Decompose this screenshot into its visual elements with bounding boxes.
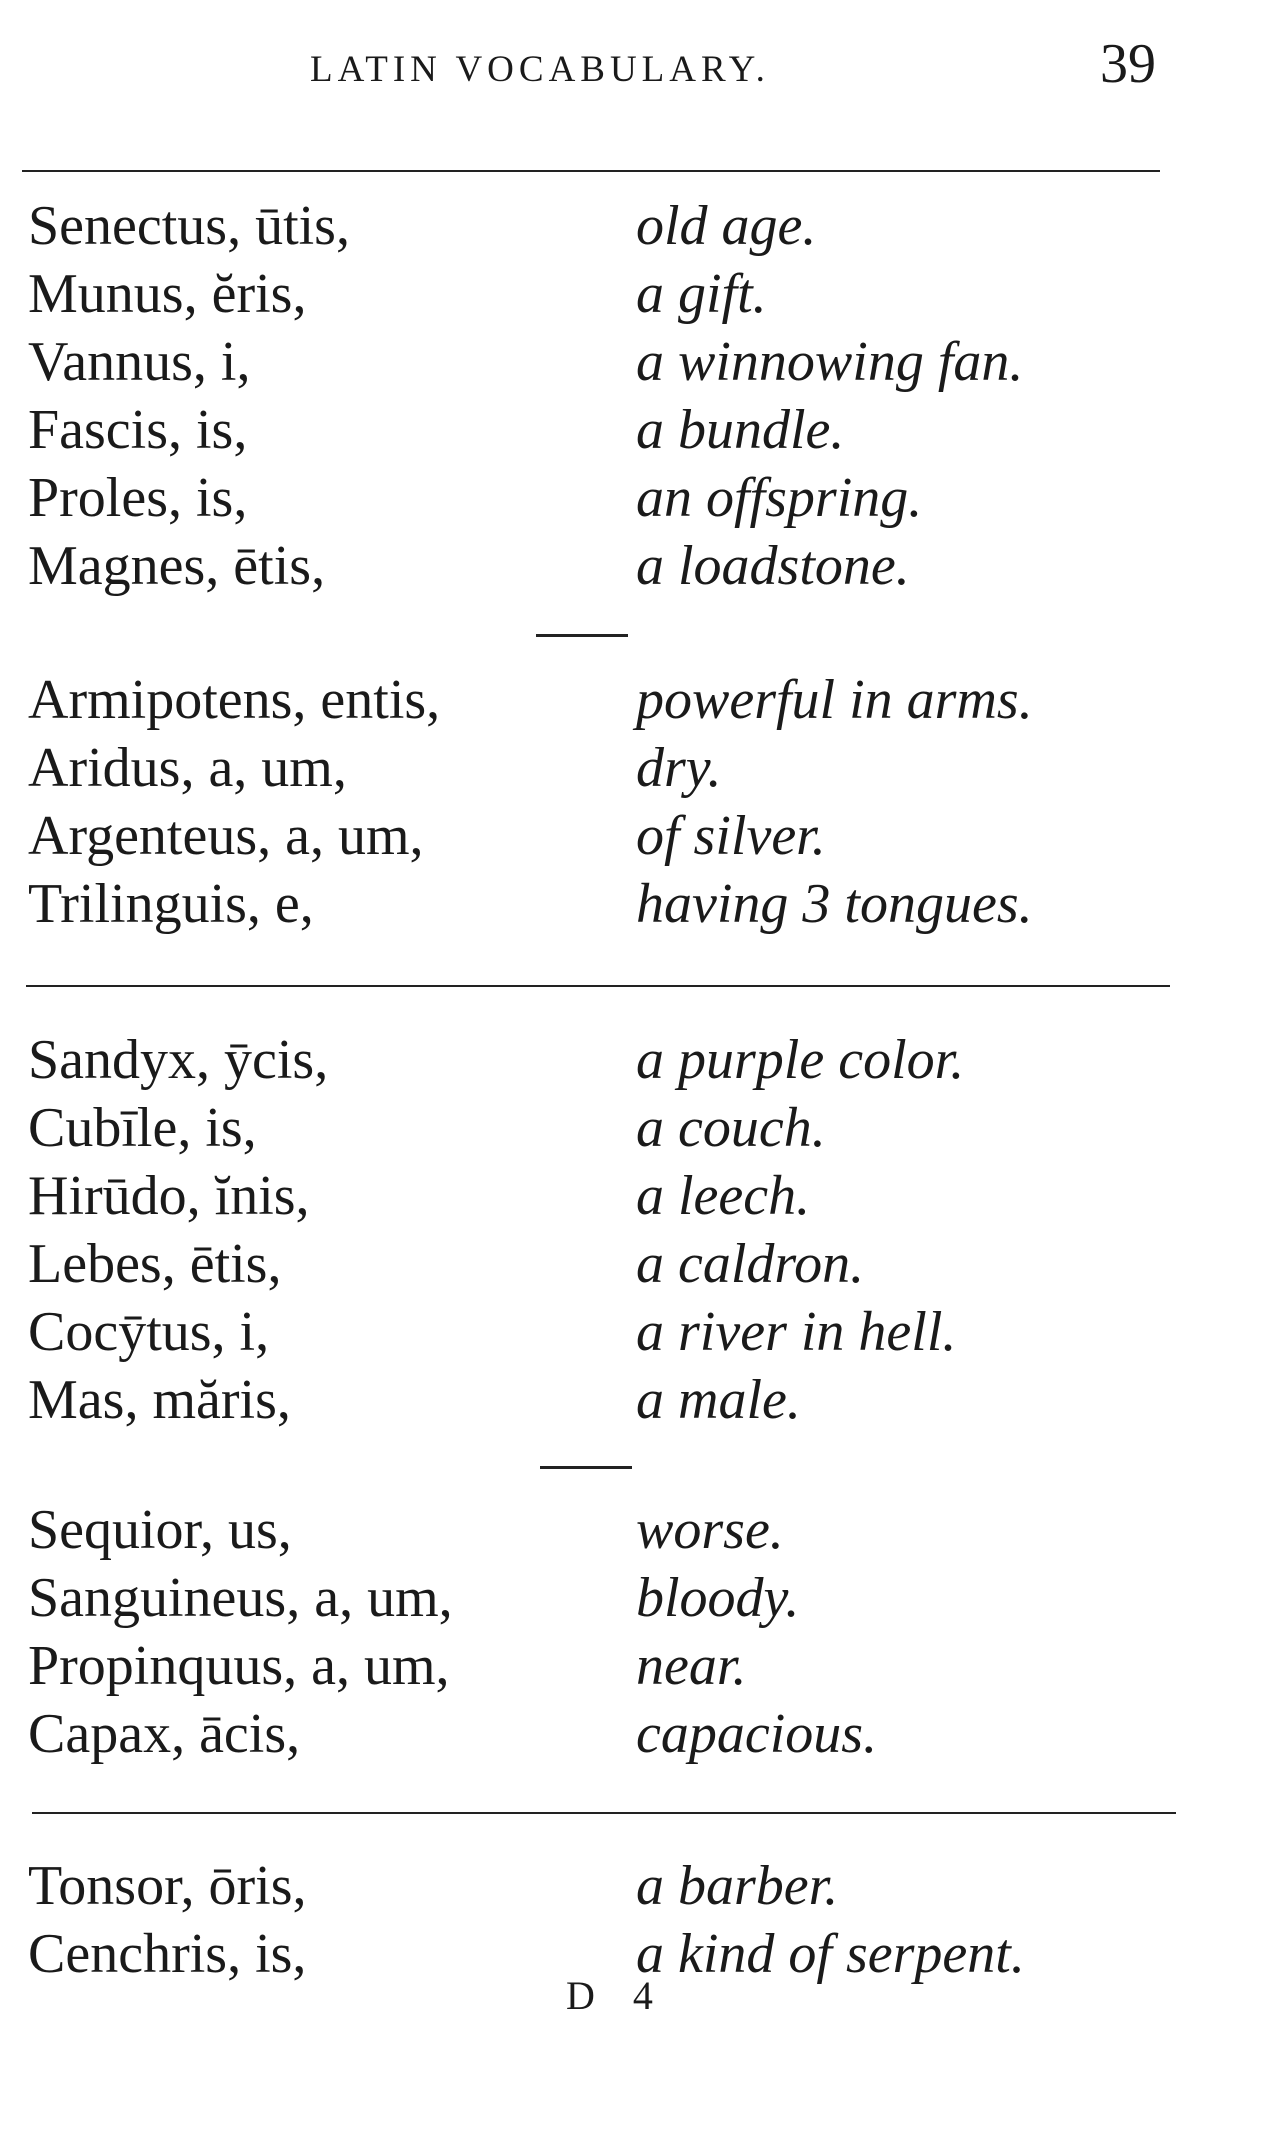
english-meaning: bloody.: [636, 1567, 800, 1629]
vocab-entry: [0, 1632, 1263, 1700]
latin-word: Cocȳtus, i,: [28, 1301, 270, 1363]
latin-word: Argenteus, a, um,: [28, 805, 424, 867]
vocab-entry: [0, 1026, 1263, 1094]
vocab-entry: [0, 396, 1263, 464]
latin-word: Tonsor, ōris,: [28, 1855, 307, 1917]
latin-word: Armipotens, entis,: [28, 669, 441, 731]
english-meaning: having 3 tongues.: [636, 873, 1033, 935]
page-number: 39: [1100, 33, 1156, 95]
latin-word: Vannus, i,: [28, 331, 251, 393]
vocab-entry: [0, 532, 1263, 600]
short-divider-rule: [536, 634, 628, 637]
section-divider-rule: [22, 170, 1160, 172]
english-meaning: powerful in arms.: [636, 669, 1033, 731]
vocab-entry: [0, 1496, 1263, 1564]
latin-word: Capax, ācis,: [28, 1703, 301, 1765]
english-meaning: worse.: [636, 1499, 784, 1561]
latin-word: Sanguineus, a, um,: [28, 1567, 453, 1629]
latin-word: Cenchris, is,: [28, 1923, 307, 1985]
vocab-entry: [0, 1366, 1263, 1434]
vocab-entry: [0, 734, 1263, 802]
vocab-entry: [0, 666, 1263, 734]
vocabulary-section-5: [0, 1852, 1263, 1988]
vocab-entry: [0, 1298, 1263, 1366]
vocabulary-section-4: [0, 1496, 1263, 1768]
english-meaning: near.: [636, 1635, 747, 1697]
running-title: LATIN VOCABULARY.: [310, 49, 770, 90]
english-meaning: an offspring.: [636, 467, 923, 529]
latin-word: Mas, măris,: [28, 1369, 291, 1431]
vocab-entry: [0, 464, 1263, 532]
vocab-entry: [0, 1852, 1263, 1920]
english-meaning: a gift.: [636, 263, 767, 325]
section-divider-rule: [32, 1812, 1176, 1814]
english-meaning: a river in hell.: [636, 1301, 957, 1363]
english-meaning: a bundle.: [636, 399, 845, 461]
latin-word: Lebes, ētis,: [28, 1233, 282, 1295]
vocab-entry: [0, 1230, 1263, 1298]
latin-word: Sequior, us,: [28, 1499, 292, 1561]
vocab-entry: [0, 192, 1263, 260]
vocab-entry: [0, 1162, 1263, 1230]
english-meaning: capacious.: [636, 1703, 878, 1765]
vocab-entry: [0, 1094, 1263, 1162]
vocab-entry: [0, 1564, 1263, 1632]
english-meaning: a male.: [636, 1369, 801, 1431]
latin-word: Propinquus, a, um,: [28, 1635, 450, 1697]
latin-word: Cubīle, is,: [28, 1097, 257, 1159]
latin-word: Senectus, ūtis,: [28, 195, 350, 257]
english-meaning: a kind of serpent.: [636, 1923, 1025, 1985]
vocab-entry: [0, 328, 1263, 396]
english-meaning: a barber.: [636, 1855, 839, 1917]
latin-word: Sandyx, ȳcis,: [28, 1029, 329, 1091]
english-meaning: a couch.: [636, 1097, 826, 1159]
latin-word: Munus, ĕris,: [28, 263, 307, 325]
english-meaning: a loadstone.: [636, 535, 910, 597]
vocab-entry: [0, 870, 1263, 938]
latin-word: Magnes, ētis,: [28, 535, 326, 597]
latin-word: Hirūdo, ĭnis,: [28, 1165, 310, 1227]
english-meaning: a leech.: [636, 1165, 811, 1227]
latin-word: Aridus, a, um,: [28, 737, 347, 799]
english-meaning: old age.: [636, 195, 817, 257]
vocabulary-section-2: [0, 666, 1263, 938]
latin-word: Fascis, is,: [28, 399, 248, 461]
english-meaning: a winnowing fan.: [636, 331, 1024, 393]
vocabulary-section-3: [0, 1026, 1263, 1434]
english-meaning: a caldron.: [636, 1233, 865, 1295]
section-divider-rule: [26, 985, 1170, 987]
latin-word: Proles, is,: [28, 467, 248, 529]
english-meaning: of silver.: [636, 805, 826, 867]
short-divider-rule: [540, 1466, 632, 1469]
signature-mark: D 4: [566, 1973, 667, 2018]
vocab-entry: [0, 260, 1263, 328]
english-meaning: dry.: [636, 737, 722, 799]
latin-word: Trilinguis, e,: [28, 873, 314, 935]
english-meaning: a purple color.: [636, 1029, 965, 1091]
vocab-entry: [0, 1700, 1263, 1768]
vocab-entry: [0, 802, 1263, 870]
vocabulary-section-1: [0, 192, 1263, 600]
running-head: [0, 32, 1263, 102]
